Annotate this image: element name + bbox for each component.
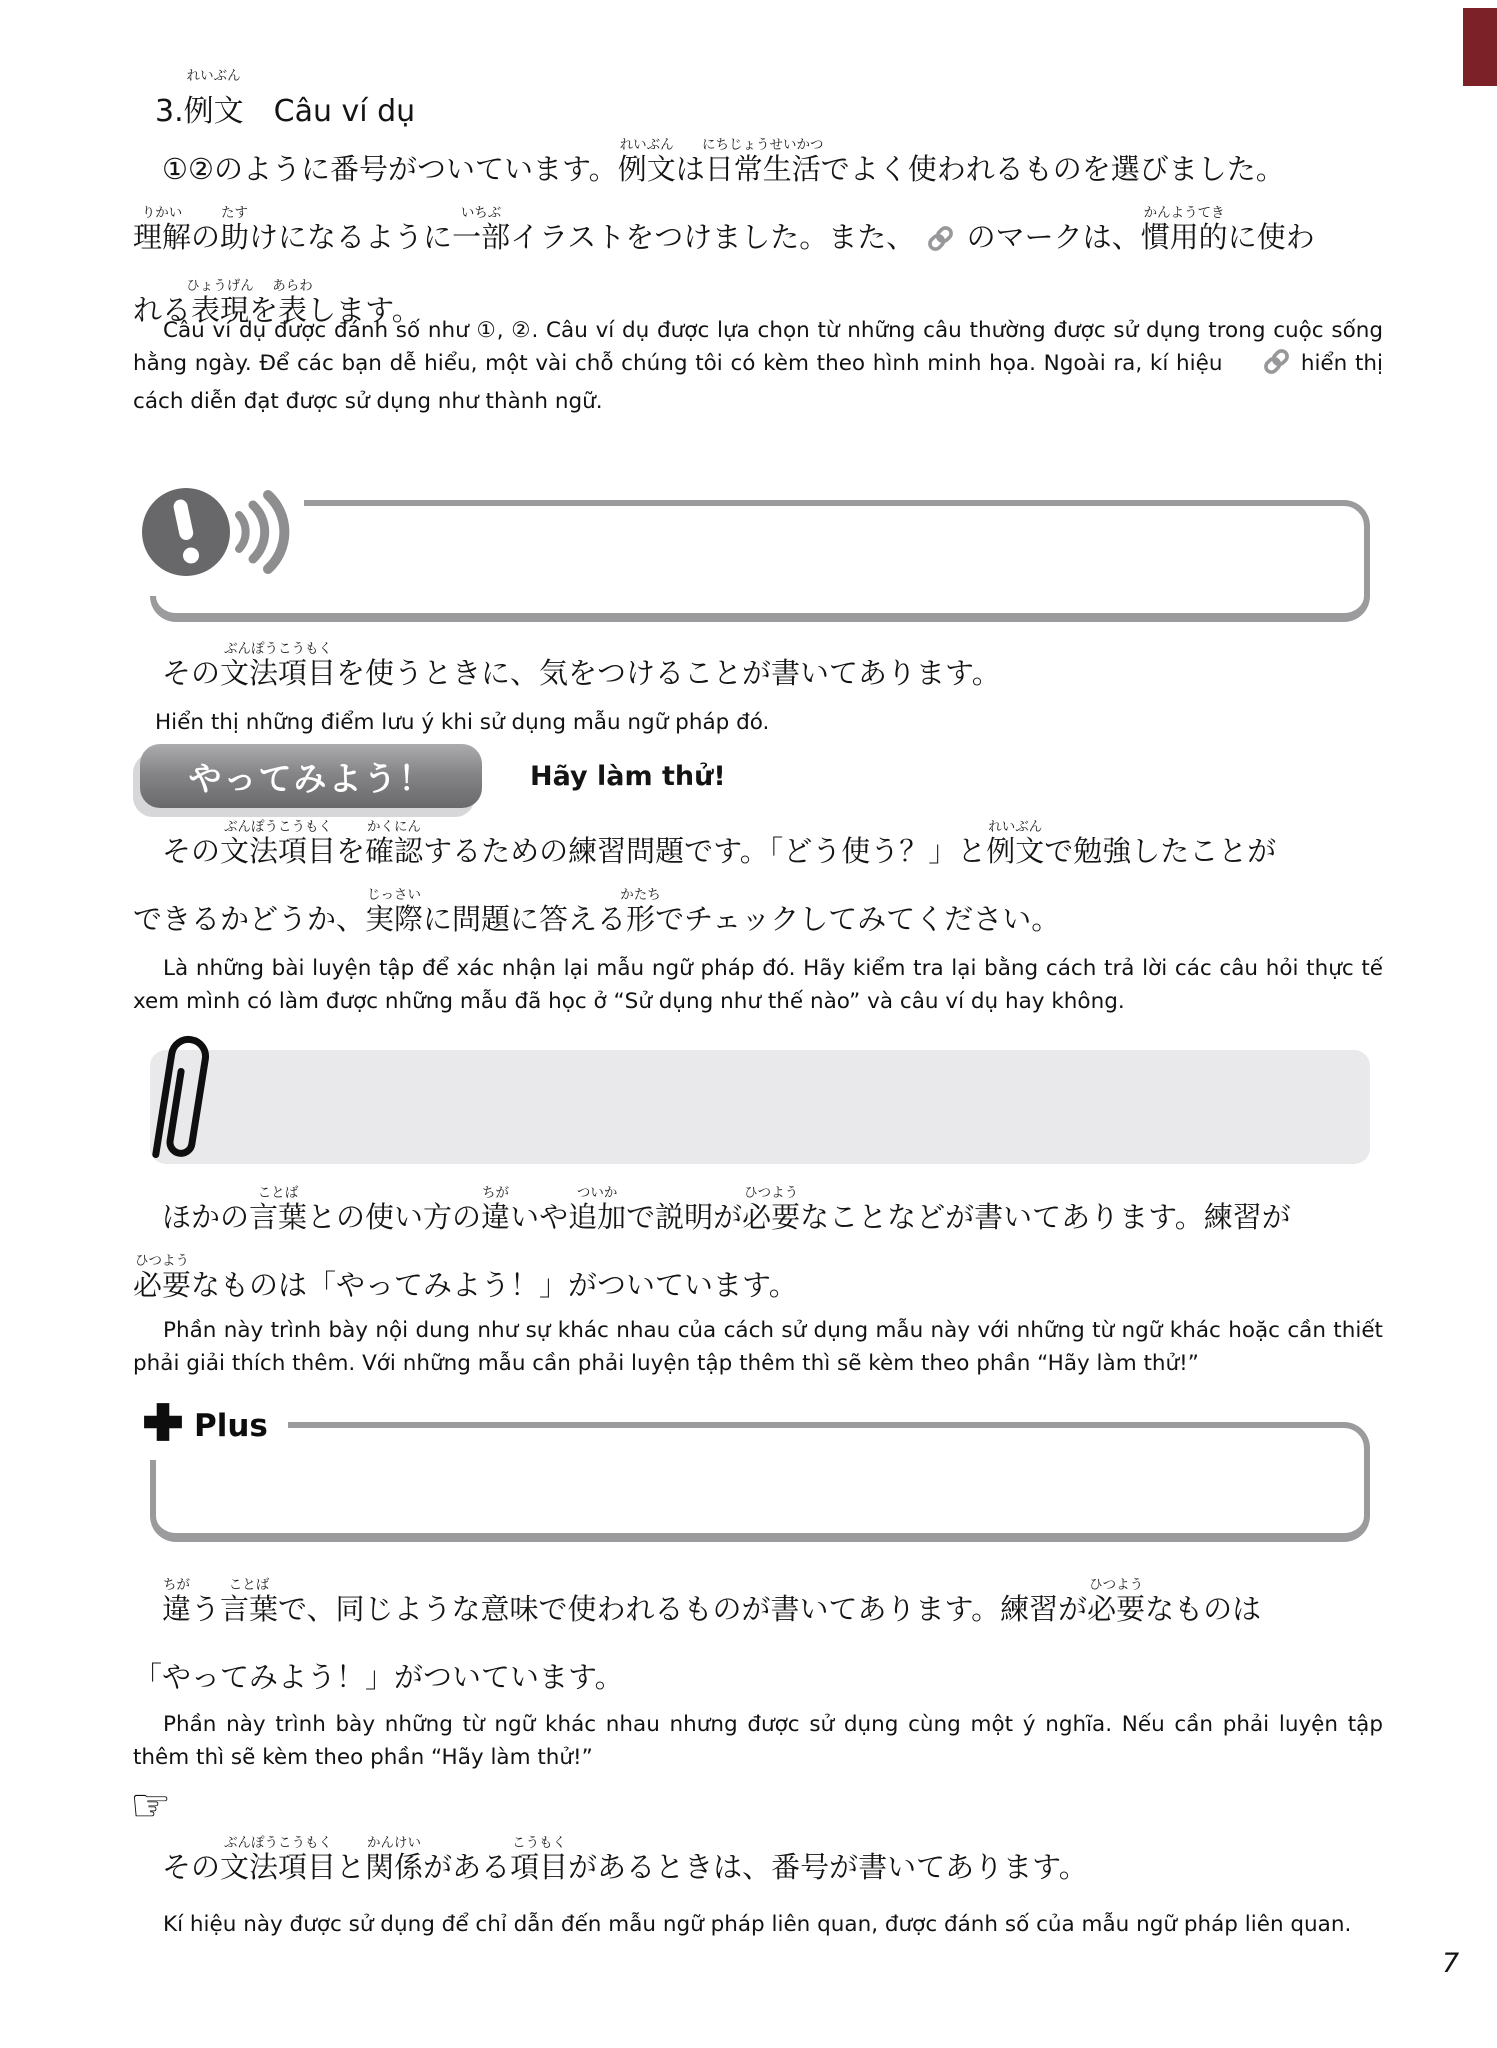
attention-japanese: [133, 638, 1001, 706]
kanji-with-furigana: 言葉 ことば: [249, 1185, 308, 1234]
kanji-with-furigana: 確認 かくにん: [365, 819, 424, 868]
kanji-with-furigana: 関係 かんけい: [365, 1835, 424, 1884]
jp-text-line: 必要 ひつよう なものは「やってみよう！」がついています。: [133, 1253, 798, 1302]
kanji-with-furigana: 追加 ついか: [568, 1185, 627, 1234]
kanji-with-furigana: 文法項目 ぶんぽうこうもく: [220, 1835, 337, 1884]
plus-box: [150, 1408, 1370, 1542]
plus-heading: [140, 1401, 288, 1460]
page-number: 7: [1442, 1948, 1460, 1979]
paperclip-icon: [136, 1020, 228, 1192]
kanji-with-furigana: 助 たす: [220, 205, 250, 254]
kanji-with-furigana: 日常生活 にちじょうせいかつ: [701, 137, 824, 186]
kanji-with-furigana: 表 あらわ: [272, 278, 313, 327]
kanji-with-furigana: 一部 いちぶ: [452, 205, 511, 254]
attention-box: [150, 500, 1370, 622]
note-box: [150, 1050, 1370, 1164]
kanji-with-furigana: 例文 れいぶん: [986, 819, 1045, 868]
jp-text-line: 理解 りかい の助 たす けになるように一部 いちぶ イラストをつけました。また、 のマークは、慣用的 かんようてき に使わ: [133, 202, 1315, 257]
kanji-with-furigana: 言葉 ことば: [220, 1577, 279, 1626]
jp-text-line: その文法項目 ぶんぽうこうもく を使うときに、気をつけることが書いてあります。: [162, 641, 1001, 690]
kanji-with-furigana: 理解 りかい: [133, 205, 192, 254]
page-corner-tab: [1463, 8, 1497, 86]
kanji-with-furigana: 表現 ひょうげん: [186, 278, 254, 327]
kanji-with-furigana: 必要 ひつよう: [133, 1253, 192, 1302]
jp-text-line: 違 ちが う言葉 ことば で、同じような意味で使われるものが書いてあります。練習が必要 ひつよう なものは: [162, 1577, 1262, 1626]
kanji-with-furigana: 項目 こうもく: [510, 1835, 569, 1884]
jp-text-line: ほかの言葉 ことば との使い方の違 ちが いや追加 ついか で説明が必要 ひつよう なことなどが書いてあります。練習が: [162, 1185, 1291, 1234]
plus-icon: [142, 1401, 184, 1451]
kanji-with-furigana: 違 ちが: [481, 1185, 511, 1234]
kanji-with-furigana: 慣用的 かんようてき: [1140, 205, 1228, 254]
attention-vietnamese: Hiển thị những điểm lưu ý khi sử dụng mẫu ngữ pháp đó.: [155, 710, 770, 735]
reference-japanese: [133, 1832, 1088, 1900]
jp-text-line: その文法項目 ぶんぽうこうもく を確認 かくにん するための練習問題です。「どう使う？」と例文 れいぶん で勉強したことが: [162, 819, 1277, 868]
kanji-with-furigana: 文法項目 ぶんぽうこうもく: [220, 819, 337, 868]
note-japanese: [133, 1182, 1291, 1318]
plus-japanese: [133, 1574, 1261, 1710]
try-it-row: [140, 744, 726, 808]
jp-text-line: れる表現 ひょうげん を表 あらわ します。: [133, 278, 421, 327]
jp-text-line: 「やってみよう！」がついています。: [133, 1660, 624, 1694]
kanji-with-furigana: 形 かたち: [620, 887, 661, 936]
jp-text-line: その文法項目 ぶんぽうこうもく と関係 かんけい がある項目 こうもく があるときは、番号が書いてあります。: [162, 1835, 1088, 1884]
jp-text-line: できるかどうか、実際 じっさい に問題に答える形 かたち でチェックしてみてください。: [133, 887, 1061, 936]
try-it-vietnamese-label: Hãy làm thử!: [530, 760, 726, 792]
kanji-with-furigana: 必要 ひつよう: [1087, 1577, 1146, 1626]
plus-label-text: Plus: [194, 1408, 268, 1444]
pointing-hand-icon: ☞: [130, 1778, 172, 1832]
link-icon: [1233, 348, 1290, 385]
intro-vietnamese: Câu ví dụ được đánh số như ①, ②. Câu ví dụ được lựa chọn từ những câu thường được sử dụng trong cuộc sống hằng ngày. Để các bạn dễ hiểu, một vài chỗ chúng tôi có kèm theo hình minh họa. Ngoài ra, kí hiệu hiển thị cách diễn đạt được sử dụng như thành ngữ.: [133, 318, 1383, 414]
note-vietnamese: Phần này trình bày nội dung như sự khác nhau của cách sử dụng mẫu này với những từ ngữ khác hoặc cần thiết phải giải thích thêm. Với những mẫu cần phải luyện tập thêm thì sẽ kèm theo phần “Hãy làm thử!”: [133, 1318, 1383, 1376]
kanji-with-furigana: 例文 れいぶん: [617, 137, 676, 186]
kanji-with-furigana: 文法項目 ぶんぽうこうもく: [220, 641, 337, 690]
intro-japanese: [133, 134, 1315, 343]
link-icon: [927, 225, 954, 257]
try-japanese: [133, 816, 1276, 952]
plus-vietnamese: Phần này trình bày những từ ngữ khác nhau nhưng được sử dụng cùng một ý nghĩa. Nếu cần phải luyện tập thêm thì sẽ kèm theo phần “Hãy làm thử!”: [133, 1712, 1383, 1770]
kanji-with-furigana: 実際 じっさい: [365, 887, 424, 936]
try-it-button: やってみよう！: [140, 744, 482, 808]
kanji-with-furigana: 必要 ひつよう: [742, 1185, 801, 1234]
reference-vietnamese: Kí hiệu này được sử dụng để chỉ dẫn đến mẫu ngữ pháp liên quan, được đánh số của mẫu ngữ pháp liên quan.: [163, 1912, 1352, 1937]
kanji-with-furigana: 例文 れいぶん: [183, 68, 244, 129]
try-vietnamese: Là những bài luyện tập để xác nhận lại mẫu ngữ pháp đó. Hãy kiểm tra lại bằng cách trả lời các câu hỏi thực tế xem mình có làm được những mẫu đã học ở “Sử dụng như thế nào” và câu ví dụ hay không.: [133, 956, 1383, 1014]
alert-sound-icon: [138, 474, 304, 596]
section-heading: 3.例文 れいぶん Câu ví dụ: [155, 68, 416, 129]
jp-text-line: ①②のように番号がついています。例文 れいぶん は日常生活 にちじょうせいかつ でよく使われるものを選びました。: [162, 137, 1285, 186]
kanji-with-furigana: 違 ちが: [162, 1577, 192, 1626]
